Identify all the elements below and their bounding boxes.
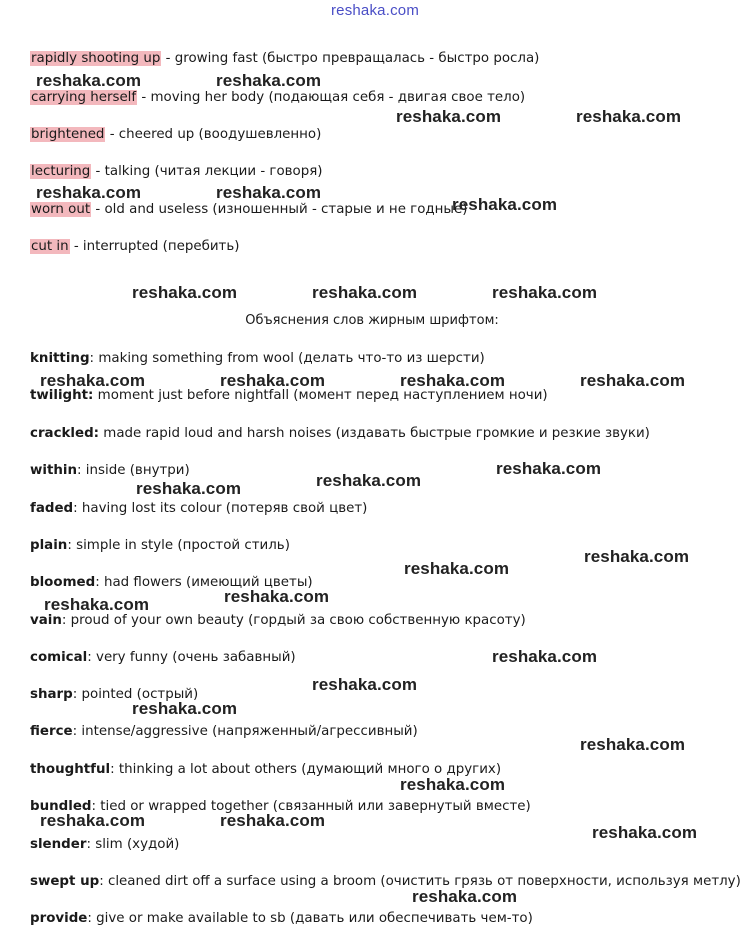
phrase-line	[30, 126, 321, 143]
watermark: reshaka.com	[580, 735, 686, 754]
definition-text: : having lost its colour (потеряв свой цвет)	[73, 501, 368, 516]
phrase-term: cut in	[31, 239, 69, 254]
definition-line	[30, 649, 296, 666]
definition-term: slender	[30, 837, 87, 852]
phrase-line	[30, 89, 525, 106]
watermark: reshaka.com	[136, 479, 242, 498]
phrase-line	[30, 201, 467, 218]
definition-line	[30, 462, 190, 479]
definition-line	[30, 425, 650, 442]
definition-text: : had flowers (имеющий цветы)	[95, 575, 313, 590]
watermark: reshaka.com	[312, 283, 418, 302]
definition-text: : inside (внутри)	[77, 463, 190, 478]
phrase-definition: - growing fast (быстро превращалась - быстро росла)	[161, 51, 540, 66]
definition-term: vain	[30, 613, 62, 628]
definition-term: knitting	[30, 351, 90, 366]
watermark: reshaka.com	[580, 371, 686, 390]
watermark: reshaka.com	[216, 71, 322, 90]
definition-text: : simple in style (простой стиль)	[67, 538, 290, 553]
definition-text: : proud of your own beauty (гордый за свою собственную красоту)	[61, 613, 526, 628]
watermark: reshaka.com	[492, 647, 598, 666]
definition-term: thoughtful	[30, 762, 111, 777]
definition-term: twilight:	[30, 388, 94, 403]
phrase-term: rapidly shooting up	[31, 51, 161, 66]
phrase-definition: - moving her body (подающая себя - двигая свое тело)	[137, 90, 526, 105]
site-header[interactable]: reshaka.com	[330, 2, 420, 19]
watermark: reshaka.com	[132, 283, 238, 302]
phrase-definition: - cheered up (воодушевленно)	[105, 127, 322, 142]
watermark: reshaka.com	[40, 811, 146, 830]
watermark: reshaka.com	[576, 107, 682, 126]
watermark: reshaka.com	[496, 459, 602, 478]
watermark: reshaka.com	[592, 823, 698, 842]
phrase-line	[30, 238, 239, 255]
definition-term: crackled:	[30, 426, 100, 441]
watermark: reshaka.com	[316, 471, 422, 490]
watermark: reshaka.com	[216, 183, 322, 202]
watermark: reshaka.com	[36, 71, 142, 90]
watermark: reshaka.com	[44, 595, 150, 614]
watermark: reshaka.com	[224, 587, 330, 606]
definition-term: plain	[30, 538, 68, 553]
watermark: reshaka.com	[220, 371, 326, 390]
definition-line	[30, 500, 367, 517]
phrase-term: lecturing	[31, 164, 91, 179]
definition-text: made rapid loud and harsh noises (издавать быстрые громкие и резкие звуки)	[99, 426, 650, 441]
watermark: reshaka.com	[132, 699, 238, 718]
definition-term: swept up	[30, 874, 100, 889]
definition-text: : intense/aggressive (напряженный/агрессивный)	[72, 724, 418, 739]
definition-term: sharp	[30, 687, 73, 702]
definition-line	[30, 910, 533, 927]
definition-term: fierce	[30, 724, 73, 739]
definition-text: : making something from wool (делать что-то из шерсти)	[89, 351, 485, 366]
phrase-definition: - talking (читая лекции - говоря)	[91, 164, 323, 179]
definition-text: : slim (худой)	[86, 837, 180, 852]
definition-term: provide	[30, 911, 88, 926]
definition-line	[30, 537, 290, 554]
watermark: reshaka.com	[412, 887, 518, 906]
watermark: reshaka.com	[312, 675, 418, 694]
definition-line	[30, 836, 179, 853]
watermark: reshaka.com	[400, 371, 506, 390]
watermark: reshaka.com	[400, 775, 506, 794]
phrase-line	[30, 163, 323, 180]
definition-text: : very funny (очень забавный)	[87, 650, 296, 665]
phrase-term: carrying herself	[31, 90, 137, 105]
phrase-definition: - old and useless (изношенный - старые и не годные)	[91, 202, 468, 217]
definition-line	[30, 873, 741, 890]
watermark: reshaka.com	[452, 195, 558, 214]
definition-text: moment just before nightfall (момент перед наступлением ночи)	[93, 388, 548, 403]
watermark: reshaka.com	[40, 371, 146, 390]
phrase-line	[30, 50, 539, 67]
definition-text: : give or make available to sb (давать или обеспечивать чем-то)	[87, 911, 533, 926]
definition-term: bloomed	[30, 575, 96, 590]
definition-term: within	[30, 463, 78, 478]
watermark: reshaka.com	[396, 107, 502, 126]
definition-text: : pointed (острый)	[72, 687, 199, 702]
definition-text: : cleaned dirt off a surface using a broom (очистить грязь от поверхности, используя метлу)	[99, 874, 741, 889]
watermark: reshaka.com	[584, 547, 690, 566]
definition-line	[30, 350, 485, 367]
watermark: reshaka.com	[404, 559, 510, 578]
definition-text: : thinking a lot about others (думающий много о других)	[110, 762, 502, 777]
definition-term: faded	[30, 501, 74, 516]
phrase-term: worn out	[31, 202, 91, 217]
watermark: reshaka.com	[36, 183, 142, 202]
phrase-term: brightened	[31, 127, 105, 142]
watermark: reshaka.com	[220, 811, 326, 830]
definition-text: : tied or wrapped together (связанный или завернутый вместе)	[91, 799, 531, 814]
definition-term: comical	[30, 650, 88, 665]
watermark: reshaka.com	[492, 283, 598, 302]
section-title: Объяснения слов жирным шрифтом:	[245, 313, 499, 328]
definition-line	[30, 723, 418, 740]
definition-term: bundled	[30, 799, 92, 814]
phrase-definition: - interrupted (перебить)	[69, 239, 240, 254]
